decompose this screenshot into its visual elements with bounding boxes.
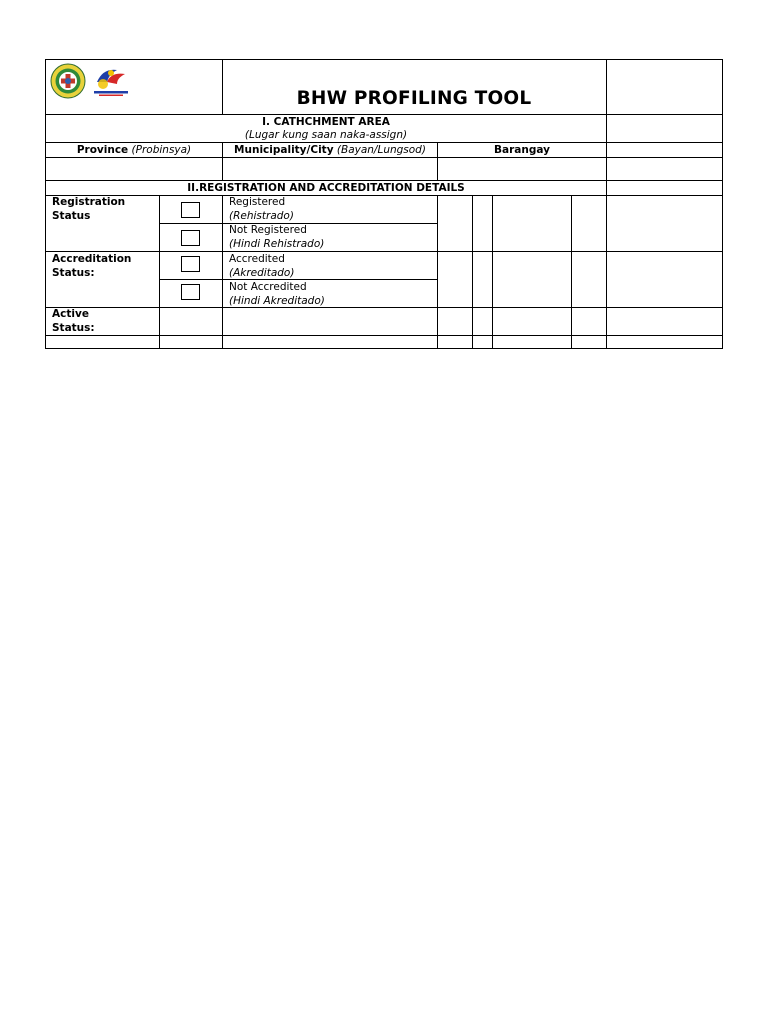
grid-line xyxy=(222,142,223,181)
grid-line xyxy=(492,195,493,349)
accreditation-status-label xyxy=(52,252,131,280)
municipality-column-header xyxy=(223,143,437,157)
catchment-subheading: (Lugar kung saan naka-assign) xyxy=(244,129,408,141)
not-registered-translation: (Hindi Rehistrado) xyxy=(229,238,325,250)
catchment-heading: I. CATHCHMENT AREA xyxy=(262,116,390,128)
accreditation-status-label-line1: Accreditation xyxy=(52,253,132,265)
province-translation: (Probinsya) xyxy=(131,144,192,156)
registration-status-label-line2: Status xyxy=(52,210,91,222)
grid-line xyxy=(437,142,438,181)
not-accredited-translation: (Hindi Akreditado) xyxy=(229,295,325,307)
doh-seal-logo xyxy=(50,63,86,99)
grid-line xyxy=(159,223,438,224)
registered-checkbox[interactable] xyxy=(181,202,200,218)
grid-line xyxy=(722,59,723,349)
grid-line xyxy=(222,59,223,115)
document-title: BHW PROFILING TOOL xyxy=(296,88,532,109)
grid-line xyxy=(222,195,223,349)
registered-option xyxy=(229,195,294,223)
barangay-column-header: Barangay xyxy=(494,144,550,156)
accreditation-status-label-line2: Status: xyxy=(52,267,95,279)
province-column-header xyxy=(46,143,222,157)
active-status-label-line1: Active xyxy=(52,308,89,320)
active-status-label xyxy=(52,307,95,335)
grid-line xyxy=(159,279,438,280)
grid-line xyxy=(45,59,46,349)
accredited-label: Accredited xyxy=(229,253,285,265)
grid-line xyxy=(45,142,723,143)
grid-line xyxy=(571,195,572,349)
grid-line xyxy=(437,195,438,349)
bagong-pilipinas-logo xyxy=(91,64,131,98)
grid-line xyxy=(45,180,723,181)
registration-status-label-line1: Registration xyxy=(52,196,126,208)
accredited-checkbox[interactable] xyxy=(181,256,200,272)
accredited-translation: (Akreditado) xyxy=(229,267,295,279)
province-label: Province xyxy=(76,144,129,156)
municipality-translation: (Bayan/Lungsod) xyxy=(336,144,426,156)
not-accredited-label: Not Accredited xyxy=(229,281,307,293)
not-registered-label: Not Registered xyxy=(229,224,307,236)
not-accredited-checkbox[interactable] xyxy=(181,284,200,300)
active-status-label-line2: Status: xyxy=(52,322,95,334)
not-accredited-option xyxy=(229,280,325,308)
not-registered-option xyxy=(229,223,324,251)
registered-translation: (Rehistrado) xyxy=(229,210,294,222)
grid-line xyxy=(472,195,473,349)
grid-line xyxy=(45,157,723,158)
registered-label: Registered xyxy=(229,196,286,208)
grid-line xyxy=(45,307,723,308)
grid-line xyxy=(45,114,723,115)
grid-line xyxy=(45,195,723,196)
not-registered-checkbox[interactable] xyxy=(181,230,200,246)
municipality-label: Municipality/City xyxy=(234,144,334,156)
registration-status-label xyxy=(52,195,125,223)
grid-line xyxy=(45,251,723,252)
accredited-option xyxy=(229,252,294,280)
grid-line xyxy=(45,348,723,349)
grid-line xyxy=(45,59,723,60)
registration-heading: II.REGISTRATION AND ACCREDITATION DETAILS xyxy=(187,182,465,194)
grid-line xyxy=(606,59,607,349)
grid-line xyxy=(159,195,160,349)
grid-line xyxy=(45,335,723,336)
